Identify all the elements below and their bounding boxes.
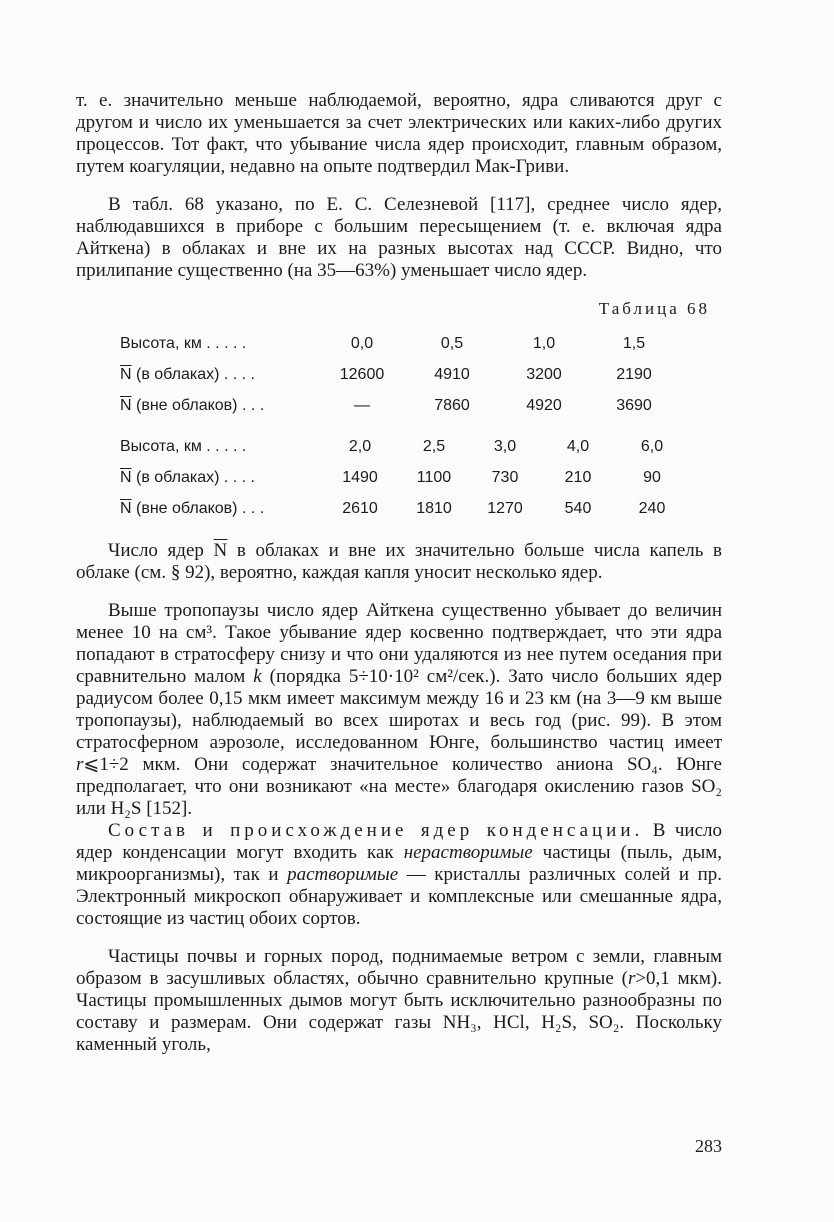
paragraph-6 (76, 946, 722, 1056)
paragraph-4 (76, 600, 722, 820)
cell: 90 (643, 468, 661, 486)
page-number: 283 (695, 1136, 722, 1156)
symbol-n: $\overline{N}$ (120, 396, 132, 414)
table-caption: Таблица 68 (598, 299, 710, 318)
text-run: ⩽1÷2 мкм. Они содержат значительное количество аниона SO₄. Юнге предполагает, что они возникают «на месте» благодаря окислению газов SO₂ или H₂S [152]. (76, 754, 722, 819)
page-body (76, 90, 722, 1056)
table-row (120, 328, 682, 359)
text-run: Выше тропопаузы число ядер Айткена существенно убывает до величин менее 10 на см³. Такое убывание ядер косвенно подтверждает, что эти ядра попадают в стратосферу снизу и что они удаляются из нее путем оседания при сравнительно малом (76, 600, 722, 687)
label-text: (вне облаков) . . . (131, 396, 265, 414)
cell: 3200 (526, 365, 562, 383)
cell: 540 (564, 499, 592, 517)
row-label-in-clouds (120, 462, 322, 493)
cell: 730 (491, 468, 519, 486)
emphasis: нерастворимые (403, 842, 533, 863)
paragraph-2: В табл. 68 указано, по Е. С. Селезневой [117], среднее число ядер, наблюдавшихся в приборе с большим пересыщением (т. е. включая ядра Айткена) в облаках и вне их на разных высотах над СССР. Видно, что прилипание существенно (на 35—63%) уменьшает число ядер. (76, 194, 722, 281)
table-row (120, 390, 682, 421)
table-68-part-2 (120, 431, 688, 524)
symbol-r: r (76, 754, 84, 775)
paragraph-5 (76, 820, 722, 930)
text-run: Частицы почвы и горных пород, поднимаемые ветром с земли, главным образом в засушливых областях, обычно сравнительно крупные ( (76, 946, 722, 989)
symbol-n: $\overline{N}$ (120, 365, 132, 383)
table-68 (120, 328, 682, 431)
paragraph-3 (76, 540, 722, 584)
cell: 1,5 (622, 334, 646, 352)
cell: — (354, 396, 370, 414)
text-run: в облаках и вне их значительно больше числа капель в облаке (см. § 92), вероятно, каждая капля уносит несколько ядер. (76, 540, 722, 583)
label-text: (в облаках) . . . . (131, 468, 255, 486)
cell: 3690 (616, 396, 652, 414)
table-row (120, 462, 688, 493)
text-run: (порядка 5÷10·10² см²/сек.). Зато число больших ядер радиусом более 0,15 мкм имеет максимум между 16 и 23 км (на 3—9 км выше тропопаузы), наблюдаемый во всех широтах и весь год (рис. 99). В этом стратосферном аэрозоле, исследованном Юнге, большинство частиц имеет (76, 666, 722, 753)
cell: 2610 (342, 499, 378, 517)
text-run: В число ядер конденсации могут входить как (76, 820, 723, 863)
cell: 1810 (416, 499, 452, 517)
label-text: (в облаках) . . . . (131, 365, 255, 383)
emphasis: растворимые (287, 864, 399, 885)
table-row (120, 431, 688, 462)
cell: 0,0 (350, 334, 374, 352)
text-run: Число ядер (108, 540, 214, 561)
row-label-height: Высота, км . . . . . (120, 334, 247, 352)
cell: 2,5 (422, 437, 446, 455)
table-row (120, 493, 688, 524)
table-row (120, 359, 682, 390)
text-run: — кристаллы различных солей и пр. Электронный микроскоп обнаруживает и комплексные или смешанные ядра, состоящие из частиц обоих сортов. (76, 864, 722, 929)
cell: 2,0 (348, 437, 372, 455)
cell: 0,5 (440, 334, 464, 352)
symbol-n: $\overline{N}$ (120, 468, 132, 486)
cell: 210 (564, 468, 592, 486)
cell: 12600 (339, 365, 385, 383)
cell: 1490 (342, 468, 378, 486)
cell: 4920 (526, 396, 562, 414)
symbol-k: k (253, 666, 262, 687)
text-run: частицы (пыль, дым, микроорганизмы), так и (76, 842, 722, 885)
symbol-r: r (627, 968, 636, 989)
text-run: >0,1 мкм). Частицы промышленных дымов могут быть исключительно разнообразны по составу и размерам. Они содержат газы NH₃, HCl, H₂S, SO₂. Поскольку каменный уголь, (76, 968, 722, 1055)
cell: 4,0 (566, 437, 590, 455)
section-heading: Состав и происхождение ядер конденсации. (108, 820, 644, 841)
cell: 6,0 (640, 437, 664, 455)
cell: 1100 (416, 468, 452, 486)
row-label-out-clouds (120, 390, 322, 421)
label-text: (вне облаков) . . . (131, 499, 265, 517)
cell: 1270 (487, 499, 523, 517)
paragraph-1: т. е. значительно меньше наблюдаемой, вероятно, ядра сливаются друг с другом и число их уменьшается за счет электрических или каких-либо других процессов. Тот факт, что убывание числа ядер происходит, главным образом, путем коагуляции, недавно на опыте подтвердил Мак-Гриви. (76, 90, 722, 177)
cell: 4910 (434, 365, 470, 383)
symbol-n: $\overline{N}$ (120, 499, 132, 517)
symbol-n: $\overline{N}$ (213, 540, 228, 561)
cell: 240 (638, 499, 666, 517)
cell: 7860 (434, 396, 470, 414)
cell: 2190 (616, 365, 652, 383)
row-label-out-clouds (120, 493, 322, 524)
cell: 1,0 (532, 334, 556, 352)
row-label-height: Высота, км . . . . . (120, 437, 247, 455)
cell: 3,0 (493, 437, 517, 455)
row-label-in-clouds (120, 359, 322, 390)
